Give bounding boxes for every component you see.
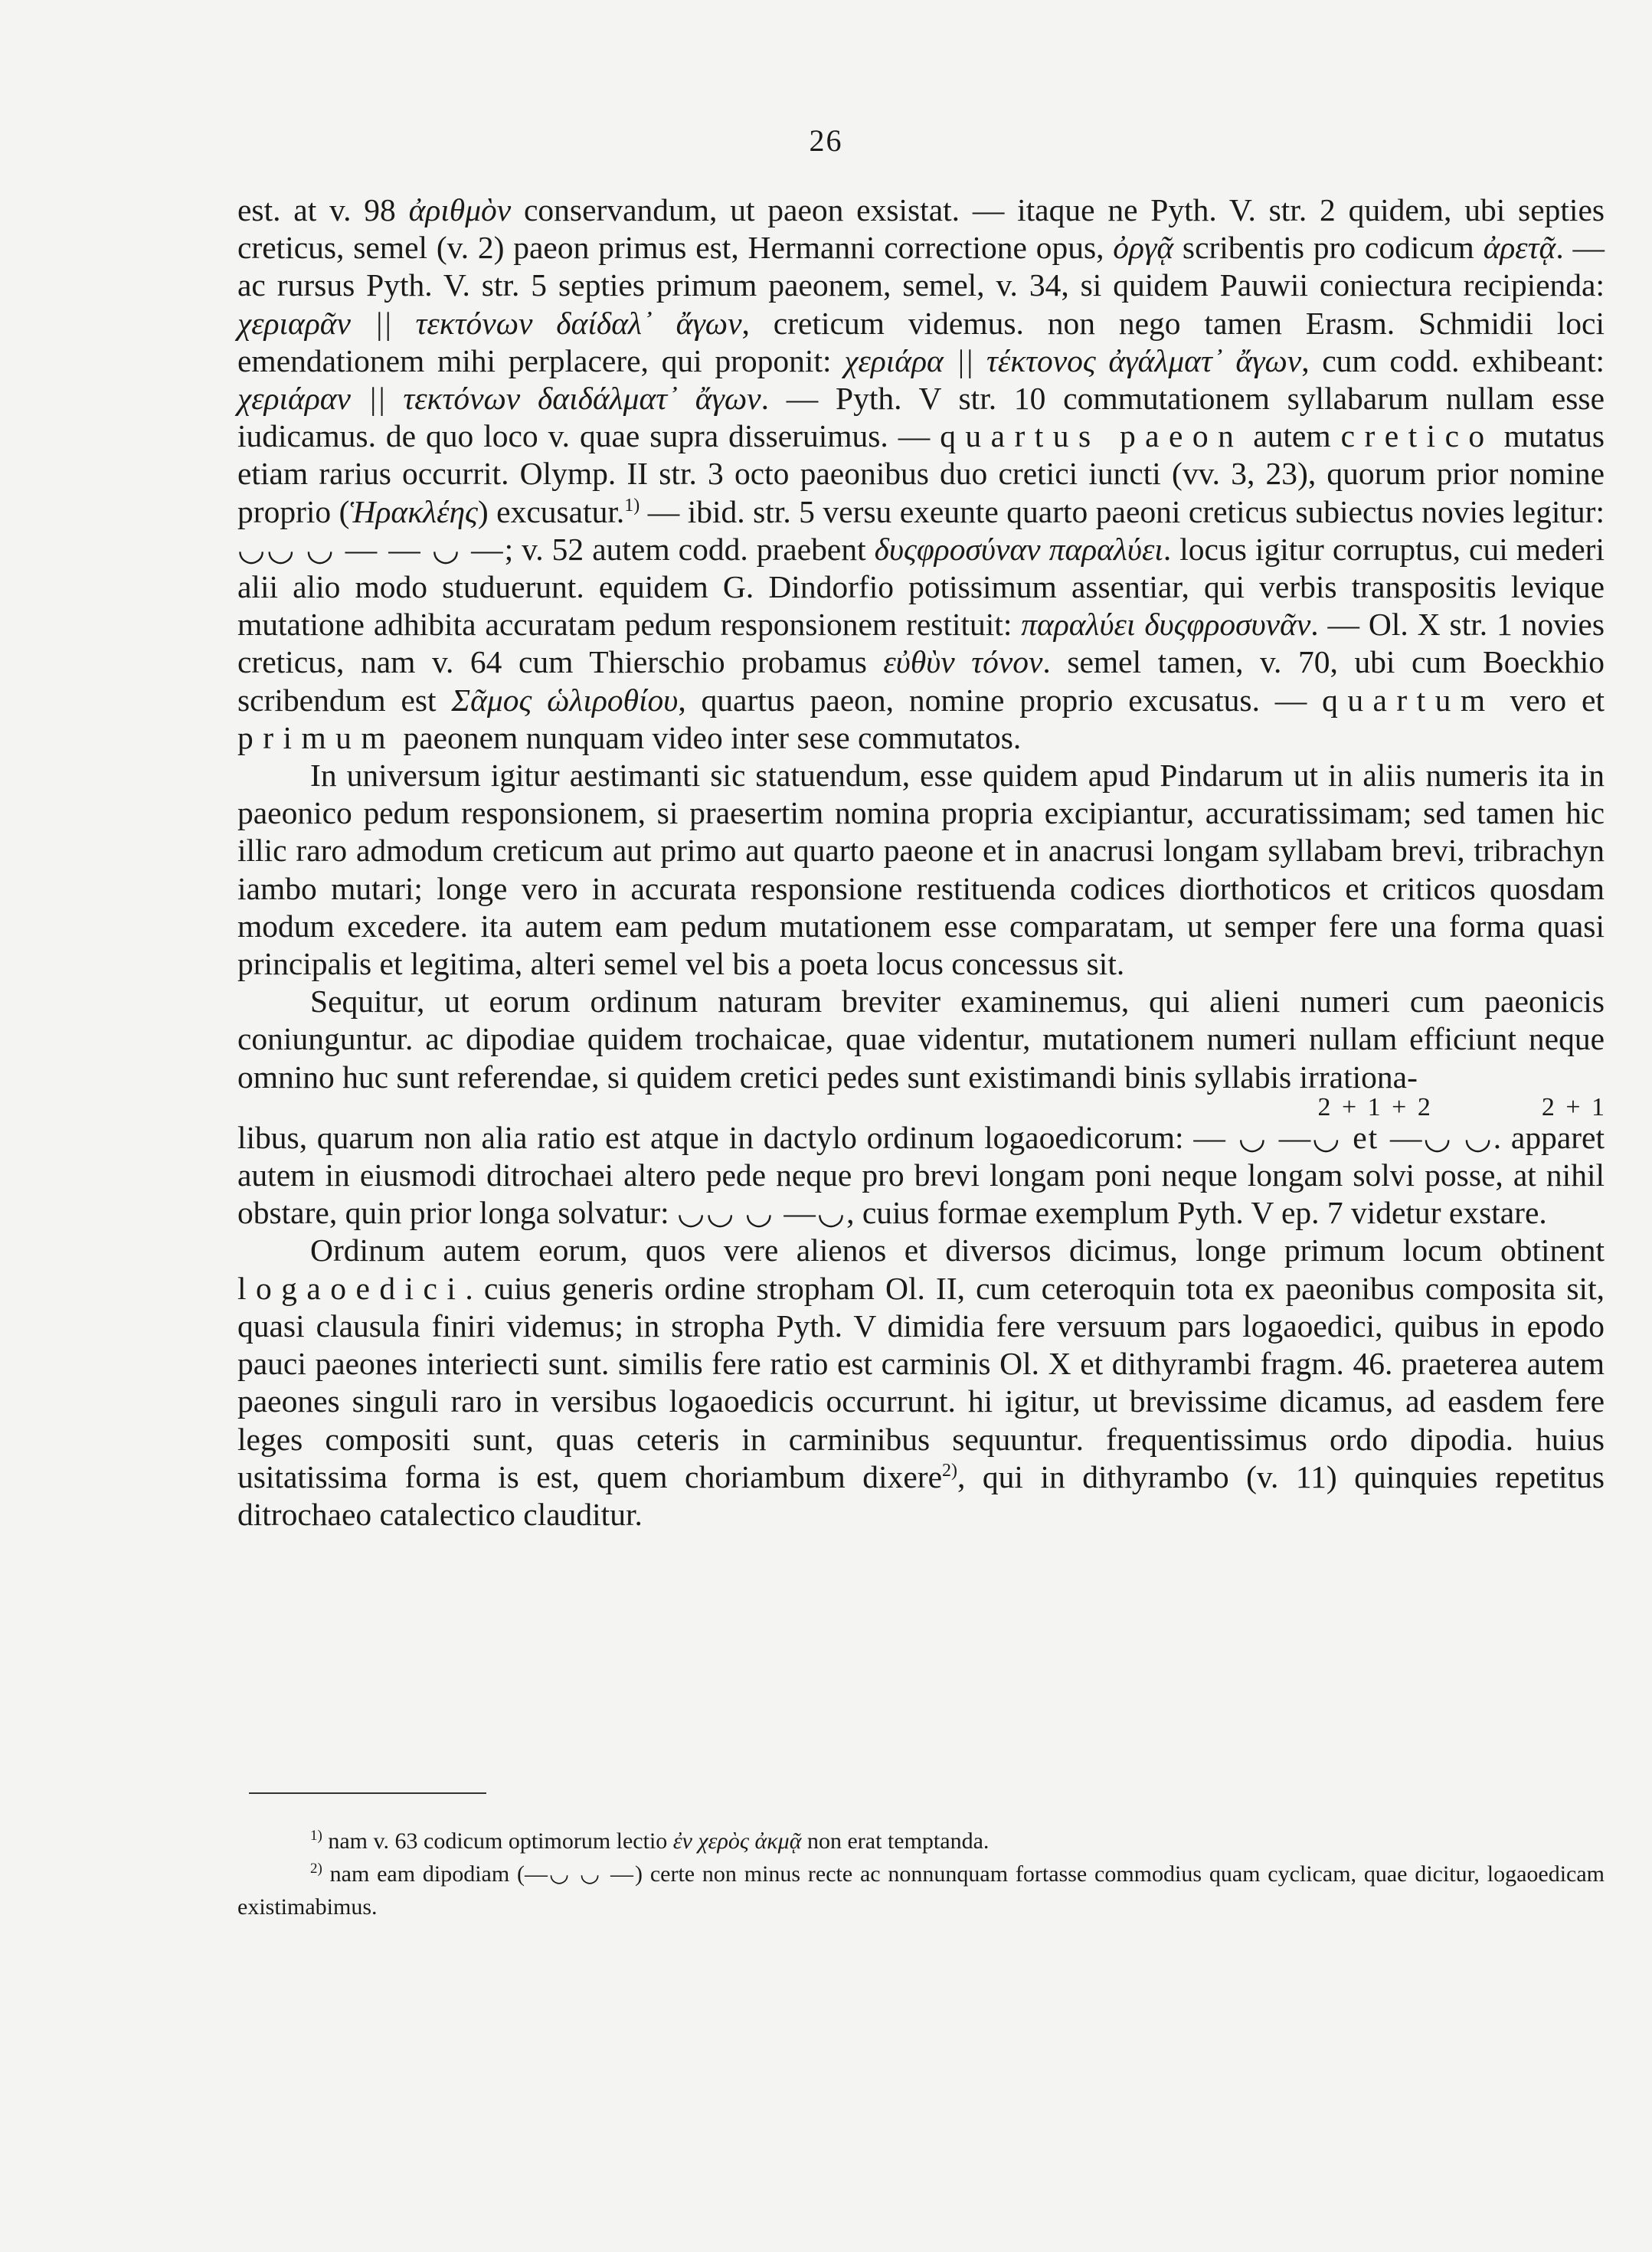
paragraph-p1 [237, 191, 1605, 757]
footnote-divider [249, 1792, 486, 1794]
greek-citation: παραλύει δυςφροσυνᾶν [1021, 607, 1311, 643]
greek-citation: εὐθὺν τόνον [883, 644, 1043, 680]
greek-citation: Ἡρακλέης [349, 493, 478, 529]
text-run: nam eam dipodiam ( [322, 1861, 525, 1887]
text-run: scribentis pro codicum [1173, 230, 1484, 266]
text-run: . apparet autem in eiusmodi ditrochaei altero pede neque pro brevi longam poni neque longam solvi posse, at nihil obstare, quin prior longa solvatur: [237, 1119, 1605, 1231]
text-run: In universum igitur aestimanti sic statuendum, esse quidem apud Pindarum ut in aliis numeris ita in paeonico pedum responsionem, si praesertim nomina propria excipiantur, accuratissimam; sed tamen hic illic raro admodum creticum aut primo aut quarto paeone et in anacrusi longam syllabam brevi, tribrachyn iambo mutari; longe vero in accurata responsione restituenda codices diorthoticos et criticos quosdam modum excedere. ita autem eam pedum mutationem esse comparatam, ut semper fere una forma quasi principalis et legitima, alteri semel vel bis a poeta locus concessus sit. [237, 758, 1605, 982]
metrical-scheme: — ◡ —◡ et —◡ ◡ [1193, 1119, 1493, 1155]
footnote-reference: 2) [942, 1460, 957, 1481]
text-run: Sequitur, ut eorum ordinum naturam breviter examinemus, qui alieni numeri cum paeonicis coniunguntur. ac dipodiae quidem trochaicae, quae videntur, mutationem numeri nullam efficiunt neque omnino huc sunt referendae, si quidem cretici pedes sunt existimandi binis syllabis irrationa- [237, 984, 1605, 1095]
text-run: ) excusatur. [477, 493, 625, 529]
paragraph-p3b [237, 1119, 1605, 1232]
metrical-scheme: ◡◡ ◡ —◡ [676, 1195, 847, 1231]
text-run: ; v. 52 autem codd. praebent [504, 531, 875, 567]
text-run: . semel tamen, v. 70, ubi cum Boeckhio scribendum est [237, 644, 1605, 718]
greek-citation: χεριάρα || τέκτονος ἀγάλματ᾽ ἄγων [844, 342, 1302, 378]
text-run: . cuius generis ordine stropham Ol. II, cum ceteroquin tota ex paeonibus composita sit, quasi clausula finiri videmus; in stropha Pyth. V dimidia fere versuum pars logaoedici, quibus in epodo pauci paeones interiecti sunt. similis fere ratio est carminis Ol. X et dithyrambi fragm. 46. praeterea autem paeones singuli raro in versibus logaoedicis occurrunt. hi igitur, ut brevissime dicamus, ad easdem fere leges compositi sunt, quas ceteris in carminibus sequuntur. frequentissimus ordo dipodia. huius usitatissima forma is est, quem choriambum dixere [237, 1270, 1605, 1494]
spaced-term: quartus paeon [940, 418, 1244, 454]
metrical-scheme: ◡◡ ◡ — — ◡ — [237, 531, 505, 567]
text-run: paeonem nunquam video inter sese commutatos. [395, 719, 1022, 755]
metrical-scheme: —◡ ◡ — [525, 1861, 636, 1887]
text-run: vero et [1494, 682, 1605, 718]
greek-citation: χεριάραν || τεκτόνων δαιδάλματ᾽ ἄγων [237, 381, 761, 417]
spaced-term: quartum [1322, 682, 1495, 718]
paragraph-p4 [237, 1232, 1605, 1534]
text-run: mutatus etiam rarius occurrit. Olymp. II str. 3 octo paeonibus duo cretici iuncti (vv. 3, 23), quorum prior nomine proprio ( [237, 418, 1605, 529]
text-run: non erat temptanda. [801, 1828, 990, 1854]
text-run: , quartus paeon, nomine proprio excusatus. — [678, 682, 1323, 718]
spaced-term: primum [237, 719, 396, 755]
metrical-numbers: 2 + 1 + 2 2 + 1 [1317, 1092, 1605, 1121]
greek-citation: ἀριθμὸν [408, 192, 512, 227]
text-run: — ibid. str. 5 versu exeunte quarto paeoni creticus subiectus novies legitur: [640, 493, 1605, 529]
footnote-fn2 [237, 1858, 1605, 1923]
paragraph-p2 [237, 757, 1605, 983]
spaced-term: logaoedici [237, 1270, 466, 1306]
main-text-body [237, 191, 1605, 1534]
greek-citation: ὀργᾷ [1113, 230, 1174, 266]
text-run: . locus igitur corruptus, cui mederi alii alio modo studuerunt. equidem G. Dindorfio potissimum assentiar, qui verbis transpositis levique mutatione adhibita accuratam pedum responsionem restituit: [237, 531, 1605, 643]
text-run: . — Ol. X str. 1 novies creticus, nam v. 64 cum Thierschio probamus [237, 607, 1605, 680]
text-run: Ordinum autem eorum, quos vere alienos et diversos dicimus, longe primum locum obtinent [310, 1232, 1605, 1268]
footnote-marker: 2) [310, 1861, 322, 1877]
text-run: , cuius formae exemplum Pyth. V ep. 7 videtur exstare. [846, 1195, 1547, 1231]
footnotes [237, 1825, 1605, 1923]
paragraph-p3 [237, 983, 1605, 1096]
text-run: . — ac rursus Pyth. V. str. 5 septies primum paeonem, semel, v. 34, si quidem Pauwii coniectura recipienda: [237, 230, 1605, 303]
text-run: nam v. 63 codicum optimorum lectio [322, 1828, 673, 1854]
footnote-reference: 1) [624, 495, 640, 516]
text-run: libus, quarum non alia ratio est atque in dactylo ordinum logaoedicorum: [237, 1119, 1194, 1155]
greek-citation: δυςφροσύναν παραλύει [874, 531, 1163, 567]
greek-citation: Σᾶμος ὡλιροθίου [451, 682, 679, 718]
text-run: ) certe non minus recte ac nonnunquam fortasse commodius quam cyclicam, quae dicitur, logaoedicam existimabimus. [237, 1861, 1605, 1920]
greek-citation: χεριαρᾶν || τεκτόνων δαίδαλ᾽ ἄγων [237, 305, 742, 341]
text-run: autem [1243, 418, 1341, 454]
text-run: . — Pyth. V str. 10 commutationem syllabarum nullam esse iudicamus. de quo loco v. quae supra disseruimus. — [237, 381, 1605, 454]
text-run: conservandum, ut paeon exsistat. — itaque ne Pyth. V. str. 2 quidem, ubi septies creticus, semel (v. 2) paeon primus est, Hermanni correctione opus, [237, 192, 1605, 266]
page-number: 26 [809, 123, 843, 158]
footnote-marker: 1) [310, 1828, 322, 1844]
footnote-fn1 [237, 1825, 1605, 1858]
text-run: , cum codd. exhibeant: [1301, 342, 1605, 378]
greek-citation: ἐν χερὸς ἀκμᾷ [672, 1828, 802, 1854]
text-run: est. at v. 98 [237, 192, 409, 227]
text-run: , creticum videmus. non nego tamen Erasm. Schmidii loci emendationem mihi perplacere, qui proponit: [237, 305, 1605, 378]
text-run: , qui in dithyrambo (v. 11) quinquies repetitus ditrochaeo catalectico clauditur. [237, 1458, 1605, 1532]
spaced-term: cretico [1340, 418, 1494, 454]
greek-citation: ἀρετᾷ [1483, 230, 1556, 266]
